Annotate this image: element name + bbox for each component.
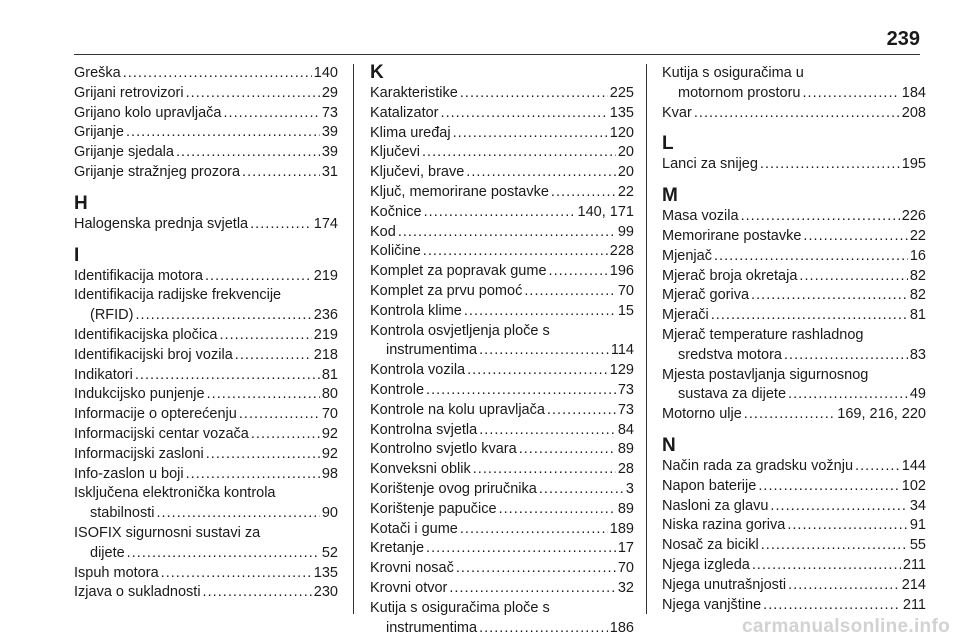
index-entry — [370, 520, 634, 540]
index-entry-page: 184 — [901, 84, 926, 101]
index-entry-page: 236 — [313, 307, 338, 324]
index-entry-page: 20 — [617, 144, 634, 161]
index-entry-label: Ispuh motora — [74, 564, 159, 581]
index-entry — [662, 84, 926, 104]
index-entry-page: 52 — [321, 544, 338, 561]
dot-leader — [551, 183, 616, 203]
dot-leader — [752, 556, 901, 576]
dot-leader — [186, 84, 320, 104]
dot-leader — [464, 302, 616, 322]
index-entry-label: Indukcijsko punjenje — [74, 386, 205, 403]
index-entry — [370, 341, 634, 361]
index-entry-first-line: Kutija s osiguračima ploče s — [370, 599, 550, 616]
index-entry-page: 20 — [617, 164, 634, 181]
index-entry — [662, 306, 926, 326]
index-entry-page: 99 — [617, 223, 634, 240]
index-entry — [74, 215, 338, 235]
index-entry — [370, 104, 634, 124]
index-entry — [74, 163, 338, 183]
index-entry — [74, 425, 338, 445]
index-entry-page: 22 — [909, 227, 926, 244]
index-entry — [74, 445, 338, 465]
index-entry-page: 144 — [901, 457, 926, 474]
index-entry-page: 49 — [909, 386, 926, 403]
dot-leader — [479, 619, 608, 639]
index-entry-label: Količine — [370, 243, 421, 260]
index-entry — [662, 497, 926, 517]
index-entry — [370, 183, 634, 203]
index-entry-label: Katalizator — [370, 104, 439, 121]
index-entry — [370, 242, 634, 262]
index-entry — [662, 247, 926, 267]
index-letter-heading: H — [74, 192, 88, 214]
index-entry — [370, 282, 634, 302]
dot-leader — [136, 306, 312, 326]
index-entry-first-line: Isključena elektronička kontrola — [74, 485, 276, 502]
index-entry — [74, 583, 338, 603]
index-entry-label: Njega izgleda — [662, 556, 750, 573]
dot-leader — [251, 425, 320, 445]
index-entry-page: 16 — [909, 247, 926, 264]
dot-leader — [235, 346, 312, 366]
index-entry-label: (RFID) — [90, 307, 134, 324]
index-entry — [662, 516, 926, 536]
index-entry-label: Ključevi, brave — [370, 164, 465, 181]
dot-leader — [224, 104, 320, 124]
index-entry-page: 55 — [909, 537, 926, 554]
index-entry-first-line: Kontrola osvjetljenja ploče s — [370, 322, 550, 339]
index-entry — [74, 267, 338, 287]
dot-leader — [239, 405, 320, 425]
index-entry-label: Kontrole — [370, 381, 425, 398]
dot-leader — [250, 215, 312, 235]
index-entry-first-line: Identifikacija radijske frekvencije — [74, 287, 282, 304]
dot-leader — [176, 143, 320, 163]
index-entry — [370, 302, 634, 322]
dot-leader — [751, 286, 908, 306]
index-entry-page: 32 — [617, 579, 634, 596]
dot-leader — [547, 401, 616, 421]
index-entry — [662, 457, 926, 477]
index-entry — [662, 556, 926, 576]
index-entry-label: Kontrola vozila — [370, 362, 466, 379]
index-entry-label: Kretanje — [370, 540, 425, 557]
index-entry — [74, 465, 338, 485]
index-entry — [370, 460, 634, 480]
index-entry-label: Grijanje sjedala — [74, 144, 174, 161]
index-entry-label: Nosač za bicikl — [662, 537, 759, 554]
index-entry — [74, 564, 338, 584]
dot-leader — [479, 421, 616, 441]
index-entry-label: Krovni nosač — [370, 560, 454, 577]
index-entry-label: Lanci za snijeg — [662, 156, 758, 173]
dot-leader — [760, 155, 900, 175]
header-rule — [74, 54, 920, 55]
index-entry-label: Grijani retrovizori — [74, 84, 184, 101]
index-entry — [74, 306, 338, 326]
index-entry-label: Identifikacijski broj vozila — [74, 346, 233, 363]
index-entry-page: 81 — [909, 307, 926, 324]
index-entry-label: Klima uređaj — [370, 124, 451, 141]
index-entry — [370, 421, 634, 441]
index-entry — [370, 143, 634, 163]
index-entry-label: Njega vanjštine — [662, 596, 762, 613]
index-entry-page: 226 — [901, 208, 926, 225]
index-entry — [370, 124, 634, 144]
dot-leader — [855, 457, 900, 477]
index-entry-page: 92 — [321, 445, 338, 462]
index-entry-page: 31 — [321, 163, 338, 180]
dot-leader — [426, 539, 616, 559]
index-entry-page: 230 — [313, 584, 338, 601]
index-entry-label: Grijanje — [74, 124, 124, 141]
index-column-1 — [74, 64, 338, 603]
index-entry — [370, 361, 634, 381]
index-entry-page: 211 — [902, 596, 926, 613]
index-entry — [370, 579, 634, 599]
column-divider-1 — [353, 64, 354, 614]
index-entry-label: Konveksni oblik — [370, 461, 471, 478]
index-entry-page: 70 — [617, 560, 634, 577]
index-entry — [370, 223, 634, 243]
dot-leader — [453, 124, 608, 144]
index-entry-page: 81 — [321, 366, 338, 383]
dot-leader — [799, 267, 907, 287]
dot-leader — [803, 84, 900, 104]
index-entry-label: Memorirane postavke — [662, 227, 802, 244]
dot-leader — [460, 520, 608, 540]
index-entry-label: dijete — [90, 544, 125, 561]
index-entry-page: 39 — [321, 144, 338, 161]
index-entry-label: Motorno ulje — [662, 406, 742, 423]
index-entry-label: Izjava o sukladnosti — [74, 584, 201, 601]
index-entry-page: 91 — [909, 517, 926, 534]
index-entry-label: stabilnosti — [90, 505, 155, 522]
index-entry — [662, 346, 926, 366]
dot-leader — [467, 361, 608, 381]
index-entry-label: Mjerač broja okretaja — [662, 267, 798, 284]
index-entry — [370, 539, 634, 559]
dot-leader — [761, 536, 908, 556]
dot-leader — [422, 143, 616, 163]
index-entry-page: 73 — [617, 381, 634, 398]
index-entry-page: 83 — [909, 346, 926, 363]
index-entry — [74, 84, 338, 104]
index-entry — [662, 536, 926, 556]
dot-leader — [135, 366, 320, 386]
index-entry-label: Ključevi — [370, 144, 420, 161]
dot-leader — [156, 504, 319, 524]
index-entry — [74, 326, 338, 346]
index-entry-label: instrumentima — [386, 619, 478, 636]
index-entry-page: 3 — [625, 480, 634, 497]
index-entry-label: Krovni otvor — [370, 579, 448, 596]
index-entry-page: 89 — [617, 500, 634, 517]
index-entry-page: 140 — [313, 65, 338, 81]
dot-leader — [763, 596, 901, 616]
index-entry — [662, 405, 926, 425]
index-entry — [74, 143, 338, 163]
index-entry-label: Identifikacijska pločica — [74, 326, 218, 343]
index-entry-label: Identifikacija motora — [74, 267, 203, 284]
index-entry — [74, 104, 338, 124]
index-entry-page: 98 — [321, 465, 338, 482]
index-entry-label: sustava za dijete — [678, 386, 787, 403]
dot-leader — [424, 203, 576, 223]
index-entry-label: Kod — [370, 223, 396, 240]
index-column-3 — [662, 64, 926, 615]
index-entry-page: 219 — [313, 267, 338, 284]
index-entry — [370, 381, 634, 401]
dot-leader — [219, 326, 311, 346]
index-entry — [74, 64, 338, 84]
dot-leader — [123, 64, 312, 84]
index-entry-page: 140, 171 — [577, 203, 634, 220]
index-column-2 — [370, 64, 634, 638]
index-entry — [662, 104, 926, 124]
index-entry-label: Indikatori — [74, 366, 133, 383]
dot-leader — [519, 440, 616, 460]
index-entry-page: 17 — [617, 540, 634, 557]
index-entry-label: Korištenje ovog priručnika — [370, 480, 537, 497]
index-entry-page: 82 — [909, 287, 926, 304]
index-entry-first-line: Mjesta postavljanja sigurnosnog — [662, 366, 869, 383]
dot-leader — [441, 104, 608, 124]
index-entry-label: Informacijski centar vozača — [74, 425, 249, 442]
index-entry-label: Napon baterije — [662, 477, 757, 494]
index-entry-page: 90 — [321, 505, 338, 522]
index-entry-page: 84 — [617, 421, 634, 438]
index-entry-page: 92 — [321, 425, 338, 442]
dot-leader — [788, 576, 900, 596]
dot-leader — [479, 341, 609, 361]
index-entry-page: 34 — [909, 497, 926, 514]
dot-leader — [803, 227, 907, 247]
index-entry-label: Komplet za prvu pomoć — [370, 282, 523, 299]
index-entry-page: 225 — [609, 85, 634, 101]
index-entry — [370, 401, 634, 421]
dot-leader — [694, 104, 900, 124]
index-entry-label: Info-zaslon u boji — [74, 465, 184, 482]
index-entry-page: 135 — [609, 104, 634, 121]
index-entry-label: Mjenjač — [662, 247, 712, 264]
index-entry-label: Halogenska prednja svjetla — [74, 215, 249, 232]
index-entry-label: Ključ, memorirane postavke — [370, 183, 549, 200]
index-entry-label: Greška — [74, 65, 121, 81]
index-entry-page: 186 — [609, 619, 634, 636]
dot-leader — [242, 163, 320, 183]
index-entry-page: 89 — [617, 441, 634, 458]
dot-leader — [741, 207, 900, 227]
index-entry-label: motornom prostoru — [678, 84, 801, 101]
dot-leader — [473, 460, 616, 480]
index-entry-page: 73 — [321, 104, 338, 121]
index-entry-label: Način rada za gradsku vožnju — [662, 457, 854, 474]
index-entry-label: Masa vozila — [662, 208, 739, 225]
index-entry — [370, 440, 634, 460]
index-entry-page: 70 — [321, 406, 338, 423]
index-entry-label: Informacijski zasloni — [74, 445, 204, 462]
index-entry — [74, 544, 338, 564]
index-entry-label: Njega unutrašnjosti — [662, 576, 787, 593]
index-entry-first-line: Mjerač temperature rashladnog — [662, 326, 864, 343]
dot-leader — [186, 465, 320, 485]
index-entry-label: Karakteristike — [370, 85, 458, 101]
index-entry-page: 208 — [901, 104, 926, 121]
index-entry-label: Kotači i gume — [370, 520, 458, 537]
dot-leader — [207, 385, 320, 405]
index-entry-label: Kontrole na kolu upravljača — [370, 401, 545, 418]
dot-leader — [770, 497, 907, 517]
index-entry-label: Nasloni za glavu — [662, 497, 769, 514]
index-entry-page: 102 — [901, 477, 926, 494]
index-letter-heading: M — [662, 185, 678, 207]
index-entry-page: 73 — [617, 401, 634, 418]
dot-leader — [127, 544, 320, 564]
index-entry — [370, 500, 634, 520]
index-entry-page: 174 — [313, 215, 338, 232]
index-entry — [370, 559, 634, 579]
index-entry — [74, 366, 338, 386]
index-entry-label: Kvar — [662, 104, 692, 121]
index-entry — [370, 163, 634, 183]
index-entry — [74, 346, 338, 366]
index-entry — [662, 385, 926, 405]
index-entry — [74, 504, 338, 524]
index-entry — [662, 155, 926, 175]
dot-leader — [714, 247, 908, 267]
index-entry-page: 39 — [321, 124, 338, 141]
dot-leader — [126, 123, 320, 143]
index-entry-label: Kontrolna svjetla — [370, 421, 478, 438]
dot-leader — [203, 583, 312, 603]
dot-leader — [466, 163, 616, 183]
index-entry-label: Kontrolno svjetlo kvara — [370, 441, 517, 458]
index-entry-page: 129 — [609, 362, 634, 379]
index-entry-page: 196 — [609, 263, 634, 280]
index-entry-label: Komplet za popravak gume — [370, 263, 547, 280]
index-entry-first-line: ISOFIX sigurnosni sustavi za — [74, 524, 261, 541]
index-entry-page: 22 — [617, 183, 634, 200]
index-entry — [662, 267, 926, 287]
dot-leader — [539, 480, 624, 500]
dot-leader — [426, 381, 616, 401]
index-entry-page: 195 — [901, 156, 926, 173]
index-entry-label: Kontrola klime — [370, 302, 462, 319]
index-entry-page: 228 — [609, 243, 634, 260]
index-entry-label: sredstva motora — [678, 346, 782, 363]
dot-leader — [460, 84, 608, 104]
dot-leader — [205, 267, 312, 287]
dot-leader — [784, 346, 908, 366]
dot-leader — [758, 477, 899, 497]
index-entry-label: instrumentima — [386, 342, 478, 359]
page-number: 239 — [886, 28, 920, 50]
index-letter-heading: L — [662, 133, 674, 155]
watermark: carmanualsonline.info — [742, 616, 950, 637]
index-entry — [74, 405, 338, 425]
index-entry-page: 218 — [313, 346, 338, 363]
dot-leader — [499, 500, 616, 520]
index-letter-heading: K — [370, 62, 384, 83]
index-letter-heading: I — [74, 244, 80, 266]
dot-leader — [456, 559, 616, 579]
dot-leader — [398, 223, 616, 243]
index-entry-label: Kočnice — [370, 203, 422, 220]
index-entry-page: 80 — [321, 386, 338, 403]
index-entry-label: Mjerač goriva — [662, 287, 750, 304]
dot-leader — [744, 405, 836, 425]
index-entry-label: Korištenje papučice — [370, 500, 497, 517]
index-entry-label: Grijano kolo upravljača — [74, 104, 222, 121]
index-entry — [370, 84, 634, 104]
index-entry — [662, 576, 926, 596]
index-entry — [662, 286, 926, 306]
index-entry-page: 28 — [617, 461, 634, 478]
index-entry — [370, 203, 634, 223]
index-entry-label: Mjerači — [662, 307, 709, 324]
dot-leader — [206, 445, 320, 465]
index-entry-page: 211 — [902, 556, 926, 573]
index-entry — [74, 385, 338, 405]
index-entry — [370, 619, 634, 639]
index-entry — [370, 262, 634, 282]
dot-leader — [161, 564, 312, 584]
index-entry-page: 15 — [617, 302, 634, 319]
index-entry-page: 82 — [909, 267, 926, 284]
dot-leader — [524, 282, 616, 302]
dot-leader — [449, 579, 615, 599]
index-letter-heading: N — [662, 434, 676, 456]
dot-leader — [787, 516, 908, 536]
dot-leader — [711, 306, 908, 326]
index-entry — [662, 207, 926, 227]
index-entry — [662, 227, 926, 247]
index-entry — [370, 480, 634, 500]
index-entry-label: Informacije o opterećenju — [74, 406, 237, 423]
index-entry-page: 169, 216, 220 — [837, 406, 926, 423]
index-entry-page: 135 — [313, 564, 338, 581]
index-entry-label: Niska razina goriva — [662, 517, 786, 534]
index-entry-page: 189 — [609, 520, 634, 537]
index-entry-page: 114 — [610, 342, 634, 359]
index-entry-page: 29 — [321, 84, 338, 101]
index-entry — [662, 596, 926, 616]
dot-leader — [549, 262, 608, 282]
index-entry-first-line: Kutija s osiguračima u — [662, 65, 804, 81]
dot-leader — [423, 242, 608, 262]
index-entry-page: 120 — [609, 124, 634, 141]
index-entry-label: Grijanje stražnjeg prozora — [74, 163, 241, 180]
index-entry — [74, 123, 338, 143]
index-entry-page: 214 — [901, 576, 926, 593]
index-entry — [662, 477, 926, 497]
column-divider-2 — [646, 64, 647, 614]
dot-leader — [788, 385, 908, 405]
index-entry-page: 70 — [617, 282, 634, 299]
index-entry-page: 219 — [313, 326, 338, 343]
